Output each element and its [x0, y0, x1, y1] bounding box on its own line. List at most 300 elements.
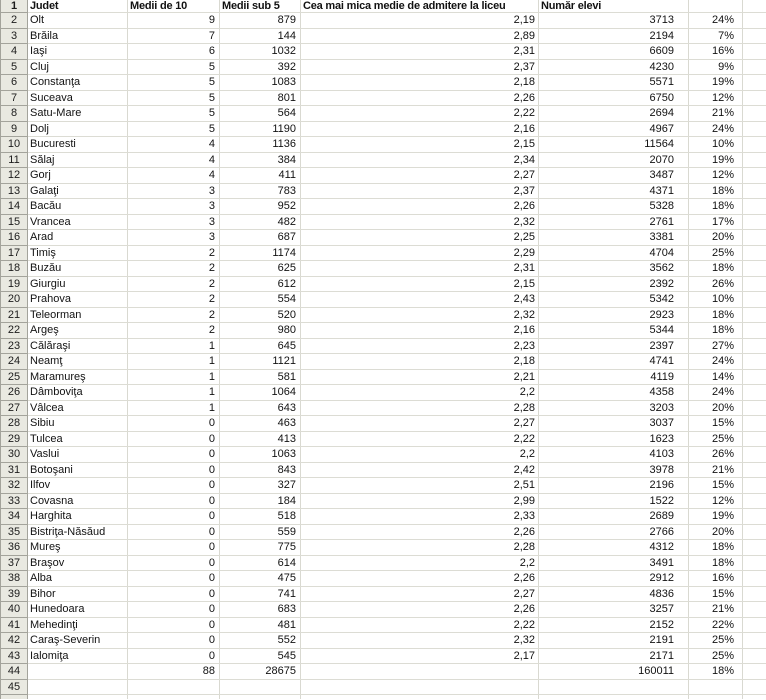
cell-empty[interactable] — [743, 679, 766, 695]
cell-judet[interactable]: Vaslui — [28, 447, 128, 463]
cell-percent[interactable]: 24% — [689, 385, 743, 401]
cell-empty[interactable] — [743, 695, 766, 699]
cell-numar-elevi[interactable]: 1623 — [539, 431, 689, 447]
row-number[interactable]: 6 — [1, 75, 28, 91]
cell-empty[interactable] — [743, 400, 766, 416]
cell-numar-elevi[interactable]: 4741 — [539, 354, 689, 370]
row-number[interactable]: 4 — [1, 44, 28, 60]
row-number[interactable]: 26 — [1, 385, 28, 401]
cell-medie-admitere[interactable]: 2,21 — [301, 369, 539, 385]
cell-medii-sub-5[interactable]: 612 — [220, 276, 301, 292]
cell-percent[interactable]: 21% — [689, 106, 743, 122]
cell-empty[interactable] — [743, 59, 766, 75]
cell-judet[interactable]: Bucuresti — [28, 137, 128, 153]
cell-medie-admitere[interactable]: 2,23 — [301, 338, 539, 354]
cell-percent[interactable]: 26% — [689, 447, 743, 463]
cell-medie-admitere[interactable]: 2,99 — [301, 493, 539, 509]
cell-medii-sub-5[interactable]: 559 — [220, 524, 301, 540]
cell-medie-admitere[interactable]: 2,89 — [301, 28, 539, 44]
row-number[interactable]: 31 — [1, 462, 28, 478]
row-number[interactable]: 37 — [1, 555, 28, 571]
cell-judet[interactable]: Giurgiu — [28, 276, 128, 292]
row-number[interactable]: 24 — [1, 354, 28, 370]
cell-medii-sub-5[interactable]: 475 — [220, 571, 301, 587]
cell-medii-sub-5[interactable]: 783 — [220, 183, 301, 199]
cell-judet[interactable]: Gorj — [28, 168, 128, 184]
row-number[interactable]: 18 — [1, 261, 28, 277]
cell-judet[interactable]: Bihor — [28, 586, 128, 602]
cell-numar-elevi[interactable]: 4371 — [539, 183, 689, 199]
cell-medii-sub-5[interactable]: 741 — [220, 586, 301, 602]
cell-judet[interactable]: Harghita — [28, 509, 128, 525]
cell-empty[interactable] — [743, 633, 766, 649]
cell-medii-de-10[interactable]: 0 — [128, 509, 220, 525]
row-number[interactable]: 2 — [1, 13, 28, 29]
cell-percent[interactable]: 9% — [689, 59, 743, 75]
cell-medii-sub-5[interactable]: 801 — [220, 90, 301, 106]
cell-empty[interactable] — [743, 230, 766, 246]
col-header-medii-de-10[interactable]: Medii de 10 — [128, 0, 220, 13]
cell-medie-admitere[interactable]: 2,2 — [301, 385, 539, 401]
cell-numar-elevi[interactable] — [539, 679, 689, 695]
cell-medie-admitere[interactable]: 2,26 — [301, 199, 539, 215]
cell-percent[interactable]: 26% — [689, 276, 743, 292]
cell-percent[interactable]: 10% — [689, 292, 743, 308]
cell-empty[interactable] — [743, 385, 766, 401]
cell-medii-de-10[interactable]: 2 — [128, 292, 220, 308]
cell-numar-elevi[interactable]: 5342 — [539, 292, 689, 308]
cell-medii-de-10[interactable]: 2 — [128, 307, 220, 323]
cell-judet[interactable]: Timiş — [28, 245, 128, 261]
cell-judet[interactable]: Vâlcea — [28, 400, 128, 416]
row-number[interactable]: 39 — [1, 586, 28, 602]
cell-judet[interactable] — [28, 664, 128, 680]
cell-percent[interactable]: 16% — [689, 571, 743, 587]
cell-empty[interactable] — [743, 447, 766, 463]
cell-judet[interactable]: Prahova — [28, 292, 128, 308]
row-number[interactable]: 41 — [1, 617, 28, 633]
cell-percent[interactable] — [689, 679, 743, 695]
cell-medii-de-10[interactable]: 6 — [128, 44, 220, 60]
cell-medii-de-10[interactable]: 0 — [128, 602, 220, 618]
cell-percent[interactable]: 15% — [689, 416, 743, 432]
cell-numar-elevi[interactable]: 3491 — [539, 555, 689, 571]
cell-judet[interactable]: Călăraşi — [28, 338, 128, 354]
cell-percent[interactable]: 12% — [689, 493, 743, 509]
cell-medie-admitere[interactable]: 2,17 — [301, 648, 539, 664]
cell-medii-sub-5[interactable]: 520 — [220, 307, 301, 323]
cell-medii-sub-5[interactable]: 643 — [220, 400, 301, 416]
row-number[interactable]: 10 — [1, 137, 28, 153]
cell-percent[interactable]: 12% — [689, 90, 743, 106]
cell-judet[interactable]: Arad — [28, 230, 128, 246]
row-number[interactable]: 27 — [1, 400, 28, 416]
cell-medii-sub-5[interactable]: 482 — [220, 214, 301, 230]
cell-medii-sub-5[interactable]: 1190 — [220, 121, 301, 137]
cell-empty[interactable] — [743, 168, 766, 184]
cell-percent[interactable]: 25% — [689, 633, 743, 649]
cell-percent[interactable]: 18% — [689, 664, 743, 680]
cell-medii-de-10[interactable]: 0 — [128, 555, 220, 571]
cell-medie-admitere[interactable]: 2,18 — [301, 354, 539, 370]
cell-judet[interactable]: Ilfov — [28, 478, 128, 494]
cell-numar-elevi[interactable]: 4967 — [539, 121, 689, 137]
cell-numar-elevi[interactable]: 2912 — [539, 571, 689, 587]
cell-numar-elevi[interactable] — [539, 695, 689, 699]
cell-medii-sub-5[interactable]: 327 — [220, 478, 301, 494]
cell-numar-elevi[interactable]: 2689 — [539, 509, 689, 525]
cell-empty[interactable] — [743, 571, 766, 587]
cell-medii-de-10[interactable]: 9 — [128, 13, 220, 29]
cell-medii-sub-5[interactable]: 392 — [220, 59, 301, 75]
cell-medii-de-10[interactable]: 0 — [128, 648, 220, 664]
row-number[interactable]: 35 — [1, 524, 28, 540]
cell-medii-de-10[interactable]: 3 — [128, 214, 220, 230]
cell-empty[interactable] — [743, 199, 766, 215]
cell-medii-de-10[interactable]: 0 — [128, 447, 220, 463]
cell-medii-sub-5[interactable]: 554 — [220, 292, 301, 308]
cell-medii-sub-5[interactable]: 1136 — [220, 137, 301, 153]
cell-numar-elevi[interactable]: 6609 — [539, 44, 689, 60]
row-number[interactable]: 16 — [1, 230, 28, 246]
cell-numar-elevi[interactable]: 4358 — [539, 385, 689, 401]
cell-medii-de-10[interactable]: 0 — [128, 478, 220, 494]
cell-numar-elevi[interactable]: 2694 — [539, 106, 689, 122]
cell-empty[interactable] — [743, 106, 766, 122]
cell-judet[interactable]: Teleorman — [28, 307, 128, 323]
cell-judet[interactable]: Iaşi — [28, 44, 128, 60]
row-number[interactable]: 13 — [1, 183, 28, 199]
cell-judet[interactable]: Bacău — [28, 199, 128, 215]
row-number[interactable]: 3 — [1, 28, 28, 44]
cell-judet[interactable]: Argeş — [28, 323, 128, 339]
cell-numar-elevi[interactable]: 2194 — [539, 28, 689, 44]
cell-empty[interactable] — [743, 44, 766, 60]
row-number[interactable]: 23 — [1, 338, 28, 354]
cell-medii-sub-5[interactable]: 683 — [220, 602, 301, 618]
cell-medii-de-10[interactable]: 5 — [128, 121, 220, 137]
row-number[interactable]: 45 — [1, 679, 28, 695]
cell-judet[interactable]: Bistriţa-Năsăud — [28, 524, 128, 540]
cell-medii-sub-5[interactable]: 1121 — [220, 354, 301, 370]
cell-medii-de-10[interactable]: 0 — [128, 540, 220, 556]
cell-medii-de-10[interactable]: 2 — [128, 245, 220, 261]
cell-empty[interactable] — [743, 648, 766, 664]
cell-judet[interactable]: Constanţa — [28, 75, 128, 91]
cell-numar-elevi[interactable]: 2070 — [539, 152, 689, 168]
cell-percent[interactable]: 25% — [689, 245, 743, 261]
cell-medie-admitere[interactable]: 2,51 — [301, 478, 539, 494]
cell-medii-sub-5[interactable]: 384 — [220, 152, 301, 168]
cell-numar-elevi[interactable]: 2397 — [539, 338, 689, 354]
cell-judet[interactable] — [28, 679, 128, 695]
cell-medii-sub-5[interactable]: 1032 — [220, 44, 301, 60]
cell-medie-admitere[interactable]: 2,34 — [301, 152, 539, 168]
row-number[interactable]: 12 — [1, 168, 28, 184]
cell-judet[interactable]: Buzău — [28, 261, 128, 277]
cell-medii-sub-5[interactable]: 980 — [220, 323, 301, 339]
cell-numar-elevi[interactable]: 2196 — [539, 478, 689, 494]
cell-medii-sub-5[interactable]: 564 — [220, 106, 301, 122]
row-number[interactable]: 30 — [1, 447, 28, 463]
cell-medie-admitere[interactable]: 2,42 — [301, 462, 539, 478]
cell-judet[interactable]: Covasna — [28, 493, 128, 509]
cell-medie-admitere[interactable]: 2,31 — [301, 261, 539, 277]
cell-percent[interactable]: 18% — [689, 323, 743, 339]
cell-medii-de-10[interactable]: 1 — [128, 354, 220, 370]
cell-medii-de-10[interactable]: 1 — [128, 400, 220, 416]
cell-percent[interactable]: 17% — [689, 214, 743, 230]
cell-empty[interactable] — [743, 478, 766, 494]
cell-medii-de-10[interactable]: 3 — [128, 183, 220, 199]
cell-medii-de-10[interactable]: 4 — [128, 137, 220, 153]
cell-judet[interactable]: Maramureş — [28, 369, 128, 385]
cell-medii-de-10[interactable]: 5 — [128, 75, 220, 91]
cell-percent[interactable]: 27% — [689, 338, 743, 354]
cell-medii-de-10[interactable]: 1 — [128, 369, 220, 385]
cell-medii-sub-5[interactable]: 625 — [220, 261, 301, 277]
cell-numar-elevi[interactable]: 3978 — [539, 462, 689, 478]
cell-judet[interactable]: Dolj — [28, 121, 128, 137]
cell-medii-de-10[interactable]: 0 — [128, 633, 220, 649]
cell-medii-de-10[interactable]: 4 — [128, 168, 220, 184]
cell-judet[interactable]: Mehedinţi — [28, 617, 128, 633]
cell-numar-elevi[interactable]: 2152 — [539, 617, 689, 633]
cell-numar-elevi[interactable]: 2761 — [539, 214, 689, 230]
row-number[interactable]: 36 — [1, 540, 28, 556]
cell-medii-sub-5[interactable]: 481 — [220, 617, 301, 633]
cell-empty[interactable] — [743, 416, 766, 432]
row-number[interactable]: 44 — [1, 664, 28, 680]
row-number[interactable]: 43 — [1, 648, 28, 664]
cell-medii-sub-5[interactable]: 614 — [220, 555, 301, 571]
cell-percent[interactable]: 20% — [689, 400, 743, 416]
cell-medii-sub-5[interactable]: 144 — [220, 28, 301, 44]
cell-empty[interactable] — [743, 276, 766, 292]
row-number[interactable]: 20 — [1, 292, 28, 308]
cell-numar-elevi[interactable]: 160011 — [539, 664, 689, 680]
cell-medii-sub-5[interactable]: 1174 — [220, 245, 301, 261]
cell-medii-de-10[interactable]: 5 — [128, 90, 220, 106]
cell-judet[interactable]: Olt — [28, 13, 128, 29]
cell-empty[interactable] — [743, 214, 766, 230]
cell-medii-sub-5[interactable]: 413 — [220, 431, 301, 447]
cell-empty[interactable] — [743, 90, 766, 106]
cell-judet[interactable]: Sibiu — [28, 416, 128, 432]
cell-percent[interactable]: 19% — [689, 75, 743, 91]
cell-medii-sub-5[interactable]: 952 — [220, 199, 301, 215]
cell-medii-de-10[interactable]: 1 — [128, 385, 220, 401]
cell-medii-de-10[interactable]: 0 — [128, 431, 220, 447]
cell-medie-admitere[interactable]: 2,43 — [301, 292, 539, 308]
cell-medie-admitere[interactable]: 2,27 — [301, 586, 539, 602]
cell-medie-admitere[interactable]: 2,37 — [301, 59, 539, 75]
cell-medii-sub-5[interactable] — [220, 695, 301, 699]
cell-medii-de-10[interactable]: 2 — [128, 323, 220, 339]
cell-numar-elevi[interactable]: 2171 — [539, 648, 689, 664]
cell-judet[interactable]: Hunedoara — [28, 602, 128, 618]
cell-numar-elevi[interactable]: 2923 — [539, 307, 689, 323]
cell-medie-admitere[interactable]: 2,33 — [301, 509, 539, 525]
cell-numar-elevi[interactable]: 3562 — [539, 261, 689, 277]
cell-percent[interactable]: 10% — [689, 137, 743, 153]
cell-medii-sub-5[interactable]: 545 — [220, 648, 301, 664]
cell-medii-sub-5[interactable]: 1064 — [220, 385, 301, 401]
cell-percent[interactable]: 24% — [689, 13, 743, 29]
row-number[interactable]: 33 — [1, 493, 28, 509]
cell-medii-de-10[interactable]: 88 — [128, 664, 220, 680]
cell-medii-sub-5[interactable]: 1063 — [220, 447, 301, 463]
cell-medie-admitere[interactable]: 2,2 — [301, 447, 539, 463]
cell-numar-elevi[interactable]: 11564 — [539, 137, 689, 153]
cell-empty[interactable] — [743, 307, 766, 323]
cell-empty[interactable] — [743, 13, 766, 29]
cell-percent[interactable]: 24% — [689, 354, 743, 370]
cell-medii-sub-5[interactable]: 518 — [220, 509, 301, 525]
cell-empty[interactable] — [743, 664, 766, 680]
cell-judet[interactable]: Tulcea — [28, 431, 128, 447]
cell-empty[interactable] — [743, 121, 766, 137]
cell-judet[interactable]: Vrancea — [28, 214, 128, 230]
cell-medie-admitere[interactable]: 2,19 — [301, 13, 539, 29]
cell-empty[interactable] — [743, 261, 766, 277]
cell-empty[interactable] — [743, 245, 766, 261]
cell-medie-admitere[interactable]: 2,27 — [301, 416, 539, 432]
cell-numar-elevi[interactable]: 3203 — [539, 400, 689, 416]
cell-medie-admitere[interactable] — [301, 664, 539, 680]
row-number[interactable]: 21 — [1, 307, 28, 323]
cell-medii-de-10[interactable]: 0 — [128, 462, 220, 478]
cell-empty[interactable] — [743, 617, 766, 633]
cell-numar-elevi[interactable]: 3487 — [539, 168, 689, 184]
cell-medii-de-10[interactable]: 0 — [128, 571, 220, 587]
row-number[interactable]: 19 — [1, 276, 28, 292]
row-number[interactable]: 15 — [1, 214, 28, 230]
cell-judet[interactable]: Brăila — [28, 28, 128, 44]
cell-medie-admitere[interactable]: 2,37 — [301, 183, 539, 199]
cell-percent[interactable]: 20% — [689, 230, 743, 246]
cell-medie-admitere[interactable]: 2,32 — [301, 633, 539, 649]
cell-medie-admitere[interactable]: 2,27 — [301, 168, 539, 184]
cell-medii-de-10[interactable] — [128, 695, 220, 699]
cell-medii-sub-5[interactable]: 581 — [220, 369, 301, 385]
cell-medii-sub-5[interactable]: 1083 — [220, 75, 301, 91]
cell-percent[interactable]: 18% — [689, 540, 743, 556]
cell-percent[interactable] — [689, 695, 743, 699]
cell-judet[interactable]: Ialomiţa — [28, 648, 128, 664]
cell-medie-admitere[interactable]: 2,32 — [301, 307, 539, 323]
cell-medie-admitere[interactable]: 2,26 — [301, 524, 539, 540]
cell-numar-elevi[interactable]: 1522 — [539, 493, 689, 509]
cell-medii-de-10[interactable]: 4 — [128, 152, 220, 168]
cell-medie-admitere[interactable] — [301, 695, 539, 699]
cell-judet[interactable]: Dâmboviţa — [28, 385, 128, 401]
cell-empty[interactable] — [743, 493, 766, 509]
cell-medie-admitere[interactable]: 2,16 — [301, 121, 539, 137]
cell-numar-elevi[interactable]: 5328 — [539, 199, 689, 215]
cell-empty[interactable] — [743, 75, 766, 91]
cell-judet[interactable]: Botoşani — [28, 462, 128, 478]
cell-numar-elevi[interactable]: 4230 — [539, 59, 689, 75]
cell-numar-elevi[interactable]: 4103 — [539, 447, 689, 463]
cell-numar-elevi[interactable]: 3381 — [539, 230, 689, 246]
cell-medie-admitere[interactable]: 2,22 — [301, 617, 539, 633]
cell-medie-admitere[interactable]: 2,31 — [301, 44, 539, 60]
cell-medii-de-10[interactable]: 0 — [128, 524, 220, 540]
cell-empty[interactable] — [743, 602, 766, 618]
row-number[interactable]: 9 — [1, 121, 28, 137]
cell-percent[interactable]: 12% — [689, 168, 743, 184]
cell-medii-de-10[interactable]: 3 — [128, 199, 220, 215]
cell-medie-admitere[interactable]: 2,25 — [301, 230, 539, 246]
cell-medii-de-10[interactable]: 5 — [128, 59, 220, 75]
row-number[interactable]: 38 — [1, 571, 28, 587]
cell-medii-de-10[interactable]: 0 — [128, 416, 220, 432]
cell-judet[interactable]: Cluj — [28, 59, 128, 75]
cell-percent[interactable]: 7% — [689, 28, 743, 44]
cell-numar-elevi[interactable]: 2392 — [539, 276, 689, 292]
cell-empty[interactable] — [743, 28, 766, 44]
cell-medii-sub-5[interactable]: 552 — [220, 633, 301, 649]
cell-percent[interactable]: 21% — [689, 462, 743, 478]
cell-medie-admitere[interactable]: 2,22 — [301, 106, 539, 122]
cell-judet[interactable]: Satu-Mare — [28, 106, 128, 122]
cell-medie-admitere[interactable]: 2,28 — [301, 400, 539, 416]
cell-judet[interactable]: Braşov — [28, 555, 128, 571]
cell-percent[interactable]: 18% — [689, 555, 743, 571]
cell-medii-sub-5[interactable]: 645 — [220, 338, 301, 354]
cell-judet[interactable]: Neamţ — [28, 354, 128, 370]
cell-percent[interactable]: 22% — [689, 617, 743, 633]
row-number[interactable]: 7 — [1, 90, 28, 106]
cell-empty[interactable] — [743, 0, 766, 13]
col-header-medie-admitere[interactable]: Cea mai mica medie de admitere la liceu — [301, 0, 539, 13]
cell-medii-de-10[interactable]: 0 — [128, 617, 220, 633]
cell-judet[interactable]: Caraş-Severin — [28, 633, 128, 649]
cell-medie-admitere[interactable]: 2,26 — [301, 602, 539, 618]
cell-numar-elevi[interactable]: 2766 — [539, 524, 689, 540]
cell-judet[interactable]: Galaţi — [28, 183, 128, 199]
row-number[interactable]: 40 — [1, 602, 28, 618]
row-number[interactable]: 42 — [1, 633, 28, 649]
cell-judet[interactable]: Mureş — [28, 540, 128, 556]
cell-medii-de-10[interactable]: 2 — [128, 276, 220, 292]
cell-percent[interactable]: 14% — [689, 369, 743, 385]
cell-percent[interactable]: 24% — [689, 121, 743, 137]
row-number[interactable]: 34 — [1, 509, 28, 525]
cell-numar-elevi[interactable]: 4704 — [539, 245, 689, 261]
cell-medii-sub-5[interactable] — [220, 679, 301, 695]
cell-percent[interactable]: 16% — [689, 44, 743, 60]
cell-numar-elevi[interactable]: 3037 — [539, 416, 689, 432]
cell-medii-sub-5[interactable]: 463 — [220, 416, 301, 432]
cell-percent[interactable]: 18% — [689, 307, 743, 323]
cell-numar-elevi[interactable]: 3713 — [539, 13, 689, 29]
cell-empty[interactable] — [743, 431, 766, 447]
cell-numar-elevi[interactable]: 6750 — [539, 90, 689, 106]
cell-percent[interactable]: 21% — [689, 602, 743, 618]
cell-percent[interactable]: 18% — [689, 261, 743, 277]
cell-empty[interactable] — [743, 354, 766, 370]
cell-medii-sub-5[interactable]: 687 — [220, 230, 301, 246]
cell-medie-admitere[interactable]: 2,29 — [301, 245, 539, 261]
cell-percent[interactable]: 18% — [689, 199, 743, 215]
row-number[interactable]: 22 — [1, 323, 28, 339]
cell-numar-elevi[interactable]: 4836 — [539, 586, 689, 602]
cell-empty[interactable] — [743, 323, 766, 339]
row-number[interactable]: 1 — [1, 0, 28, 13]
cell-judet[interactable]: Sălaj — [28, 152, 128, 168]
